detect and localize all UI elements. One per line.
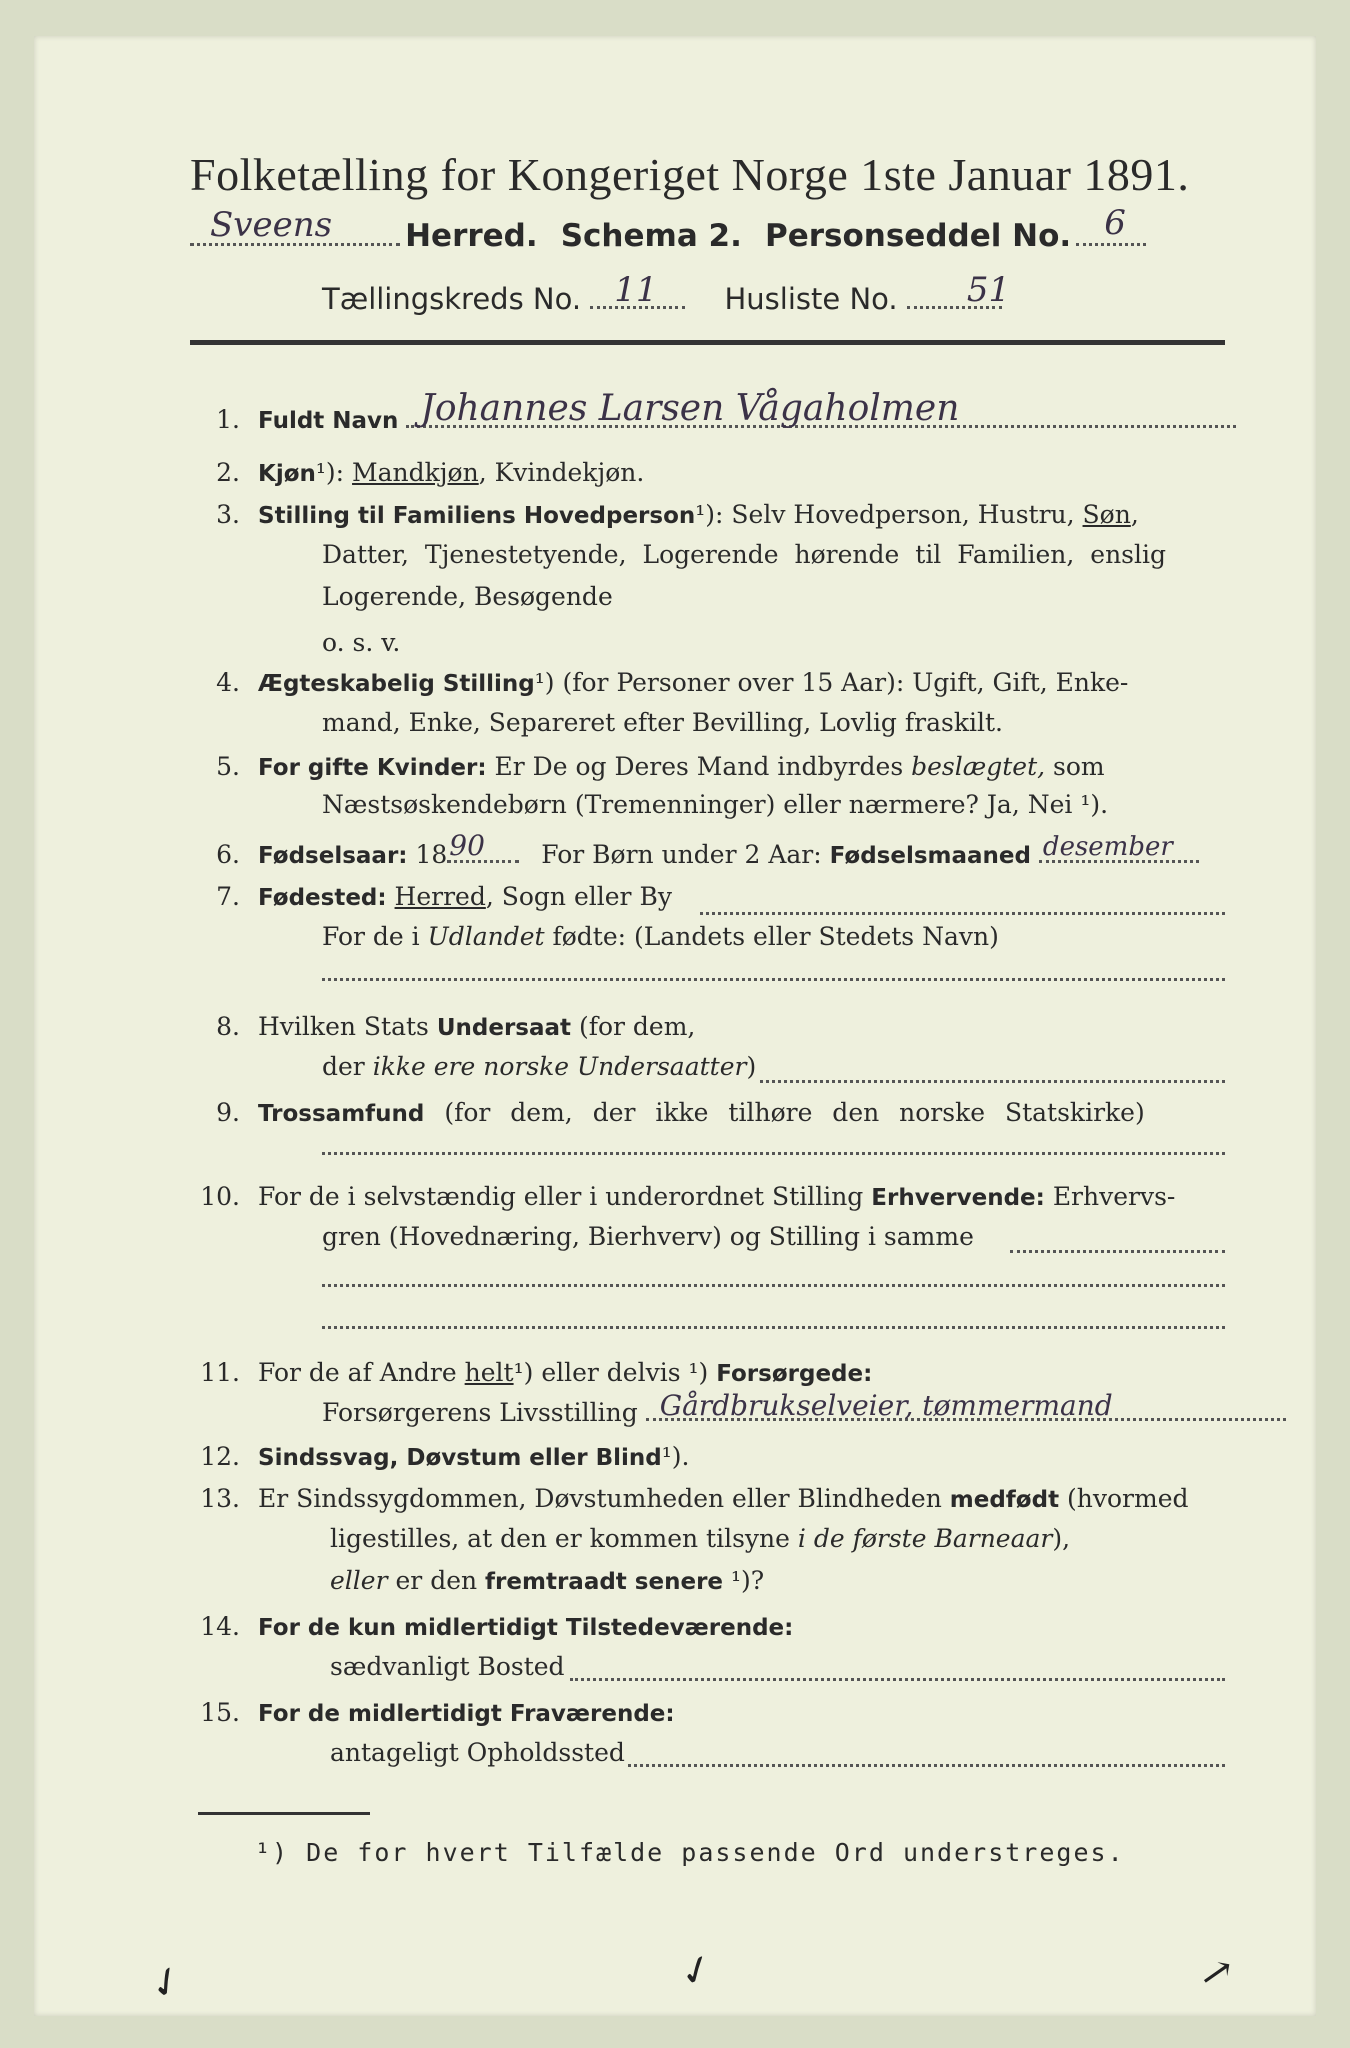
- header-herred-row: [190, 203, 1146, 254]
- stilling-son: Søn: [1082, 500, 1131, 529]
- forsorger-livsstilling-value: Gårdbrukselveier, tømmermand: [659, 1389, 1113, 1422]
- herred-value: Sveens: [210, 205, 333, 245]
- header-rule: [190, 340, 1225, 345]
- registration-mark-center: ✓: [673, 1943, 721, 1999]
- form-title: Folketælling for Kongeriget Norge 1ste Januar 1891.: [190, 149, 1190, 200]
- fodselsaar-value: 90: [449, 829, 485, 862]
- registration-mark-right: ↗: [1196, 1947, 1238, 1999]
- footnote: ¹) De for hvert Tilfælde passende Ord understreges.: [255, 1838, 1125, 1867]
- header-kreds-row: [322, 270, 1011, 316]
- kreds-label: Tællingskreds No.: [322, 282, 582, 316]
- fodselsmaaned-value: desember: [1042, 832, 1173, 862]
- fuldt-navn-label: Fuldt Navn: [258, 408, 399, 434]
- registration-mark-left: ✓: [140, 1954, 193, 2012]
- footnote-rule: [198, 1812, 370, 1815]
- schema-label: Schema 2.: [560, 218, 742, 254]
- personseddel-label: Personseddel No.: [764, 218, 1072, 254]
- kreds-value: 11: [614, 270, 658, 310]
- herred-label: Herred.: [405, 218, 538, 254]
- kjon-mandkjon: Mandkjøn: [352, 458, 479, 487]
- fuldt-navn-value: Johannes Larsen Vågaholmen: [420, 388, 960, 429]
- husliste-value: 51: [966, 270, 1011, 310]
- husliste-label: Husliste No.: [724, 282, 898, 316]
- fodested-herred: Herred: [394, 882, 486, 911]
- personseddel-value: 6: [1104, 203, 1126, 243]
